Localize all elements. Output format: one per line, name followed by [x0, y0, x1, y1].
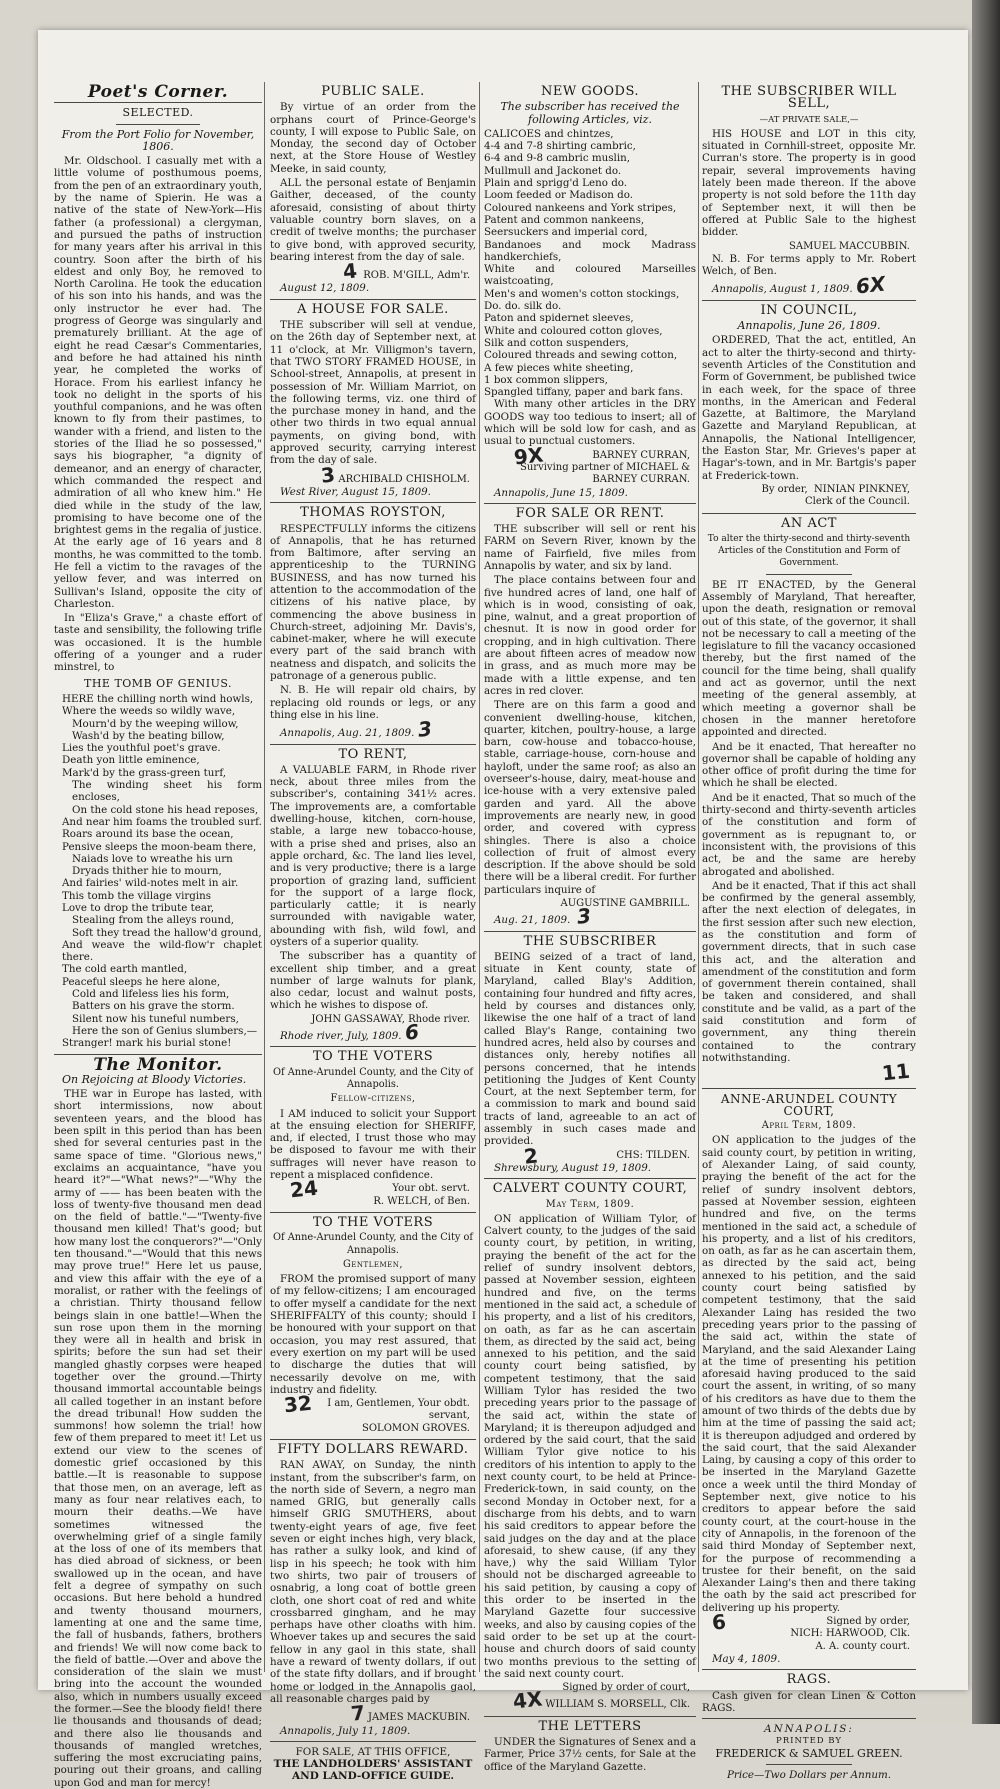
- calvert-subtitle: May Term, 1809.: [545, 1198, 635, 1210]
- poem-line: Dryads thither hie to mourn,: [72, 865, 222, 878]
- poem-line: Silent now his tuneful numbers,: [72, 1012, 239, 1025]
- act-title: AN ACT: [781, 515, 837, 531]
- calvert-close: Signed by order of court,: [562, 1682, 690, 1694]
- goods-item: Men's and women's cotton stockings,: [484, 287, 680, 300]
- poem-line: The cold earth mantled,: [62, 963, 188, 976]
- house-sale-title: A HOUSE FOR SALE.: [297, 301, 449, 317]
- anne-arundel-subtitle: April Term, 1809.: [761, 1120, 857, 1132]
- column-rule: [479, 82, 480, 1672]
- poem-line: Wash'd by the beating billow,: [72, 729, 225, 742]
- poem-line: This tomb the village virgins: [62, 889, 212, 902]
- sale-rent-text-3: There are on this farm a good and convenient dwelling-house, kitchen, quarter, kitchen, poultry-house, a large barn, cow-house and tobacco-house, stable, carriage-house, corn-house and hayloft, under the same roof; as also an overseer's-house, dairy, meat-house and ice-house with a very extensive paled garden and yard. All the above improvements are nearly new, in good order, and covered with cypress shingles. There is also a choice collection of fruit of almost every description. If the above should be sold there will be a liberal credit. For further particulars inquire of: [484, 699, 696, 896]
- voters-2-close: [270, 1390, 470, 1423]
- act-text-4: And be it enacted, That if this act shall be confirmed by the general assembly, after the next election of delegates, in the first session after such new election, as the constitution and form of government directs, that in such case this act, and the alteration and amendment of the constitution and form of government therein contained, shall be taken and considered, and shall constitute and be valid, as a part of the said constitution and form of government, any thing therein contained to the contrary notwithstanding.: [702, 879, 916, 1064]
- poem-line: Roars around its base the ocean,: [62, 828, 234, 841]
- goods-item: Paton and spidernet sleeves,: [484, 312, 634, 325]
- calvert-title: CALVERT COUNTY COURT,: [492, 1181, 688, 1197]
- handwritten-mark: 6X: [854, 271, 887, 299]
- divider: [484, 931, 696, 932]
- public-sale-date: August 12, 1809.: [280, 282, 370, 295]
- close-text: I am, Gentlemen, Your obdt. servant,: [327, 1398, 470, 1422]
- imprint-place: ANNAPOLIS:: [764, 1723, 854, 1736]
- royston-text: RESPECTFULLY informs the citizens of Annapolis, that he has returned from Baltimore, after serving an apprenticeship to the TURNING BUSINESS, and has now turned his attention to the accommodation of the citizens of his native place, by commencing the above business in Church-street, adjoining Mr. Davis's, cabinet-maker, where he will execute every part of the said branch with neatness and dispatch, and solicits the patronage of a generous public.: [270, 522, 476, 683]
- voters-1-subtitle: Of Anne-Arundel County, and the City of Annapolis.: [272, 1066, 474, 1090]
- goods-item: Coloured nankeens and York stripes,: [484, 201, 677, 214]
- new-goods-signature: [484, 442, 690, 470]
- poem-line: Cold and lifeless lies his form,: [72, 988, 230, 1001]
- date-text: Annapolis, Aug. 21, 1809.: [280, 727, 415, 740]
- poem-source: From the Port Folio for November, 1806.: [61, 127, 255, 153]
- goods-item: Mullmull and Jackonet do.: [484, 164, 622, 177]
- act-mark: [702, 1058, 912, 1086]
- poem-line: Soft they tread the hallow'd ground,: [72, 926, 262, 939]
- poem-line: Here the son of Genius slumbers,—: [72, 1024, 258, 1037]
- column-rule: [264, 82, 265, 1672]
- voters-2-subtitle: Of Anne-Arundel County, and the City of Annapolis.: [272, 1232, 474, 1256]
- date-text: Annapolis, August 1, 1809.: [712, 283, 853, 296]
- divider: [270, 1212, 476, 1213]
- poem-body: [54, 693, 262, 1050]
- goods-item: A few pieces white sheeting,: [484, 361, 634, 374]
- divider: [484, 1178, 696, 1179]
- goods-item: Spangled tiffany, paper and bark fans.: [484, 386, 684, 399]
- council-close: [702, 484, 910, 496]
- poem-line: Lies the youthful poet's grave.: [62, 742, 221, 755]
- goods-item: Seersuckers and imperial cord,: [484, 226, 648, 239]
- act-subtitle: To alter the thirty-second and thirty-seventh Articles of the Constitution and Form of Government.: [707, 533, 911, 569]
- divider: [484, 503, 696, 504]
- goods-item: Loom feeded or Madison do.: [484, 189, 634, 202]
- handwritten-mark: 7: [349, 1700, 366, 1726]
- royston-title: THOMAS ROYSTON,: [300, 505, 446, 521]
- column-2: [270, 82, 476, 1783]
- handwritten-mark: 4X: [511, 1686, 544, 1714]
- poem-line: Mourn'd by the weeping willow,: [72, 717, 239, 730]
- landholders-line-1: FOR SALE, AT THIS OFFICE,: [295, 1745, 451, 1758]
- divider: [270, 299, 476, 300]
- handwritten-mark: 24: [288, 1175, 320, 1203]
- anne-arundel-text: ON application to the judges of the said county court, by petition in writing, of Alexander Laing, of said county, praying the benefit of the act for the relief of sundry insolvent debtors, passed at November session, eighteen hundred and five, on the terms mentioned in the said act, a schedule of his property, and a list of his creditors, on oath, as far as he can ascertain them, as directed by the said act, being annexed to his petition, and the said county court being satisfied by competent testimony, that the said Alexander Laing has resided the two preceding years prior to the passing of the said act, within the state of Maryland, and the said Alexander Laing at the time of presenting his petition aforesaid having produced to the said court the assent, in writing, of so many of his creditors as have due to them the amount of two thirds of the debts due by him at the time of passing the said act; it is thereupon adjudged and ordered by the said court, that the said Alexander Laing, by causing a copy of this order to be inserted in the Maryland Gazette once a week until the third Monday of September next, give notice to his creditors to appear before the said county court, at the court-house in the city of Annapolis, in the forenoon of the said third Monday of September next, for the purpose of recommending a trustee for their benefit, on the said Alexander Laing's then and there taking the oath by the said act prescribed for delivering up his property.: [702, 1134, 916, 1614]
- council-text: ORDERED, That the act, entitled, An act to alter the thirty-second and thirty-seventh Articles of the Constitution and Form of Government, be published twice in each week, for the space of three months, in the American and Federal Gazette, at Baltimore, the Maryland Gazette and Maryland Republican, at Annapolis, the National Intelligencer, the Easton Star, Mr. Grieves's paper at Hagar's-town, and in Mr. Bartgis's paper at Frederick-town.: [702, 334, 916, 482]
- house-sale-date: West River, August 15, 1809.: [280, 485, 431, 498]
- subscriber-sell-nb: N. B. For terms apply to Mr. Robert Welch, of Ben.: [702, 252, 916, 278]
- monitor-title: The Monitor.: [93, 1054, 223, 1075]
- public-sale-text: By virtue of an order from the orphans court of Prince-George's county, I will expose to Public Sale, on Monday, the second day of October next, at the Store House of Westley Meeke, in said county,: [270, 101, 476, 175]
- subscriber-sell-date: [712, 271, 916, 299]
- divider: [766, 574, 852, 575]
- poem-line: And fairies' wild-notes melt in air.: [62, 877, 239, 890]
- goods-item: Silk and cotton suspenders,: [484, 336, 629, 349]
- voters-2-text: FROM the promised support of many of my fellow-citizens; I am encouraged to offer myself a candidate for the next SHERIFFALTY of this county; should I be honoured with your support on that occasion, you may rest assured, that every exertion on my part will be used to discharge the duties that will necessarily devolve on me, with industry and fidelity.: [270, 1273, 476, 1396]
- scan-edge: [972, 0, 1000, 1724]
- goods-item: White and coloured cotton gloves,: [484, 324, 663, 337]
- poem-line: The winding sheet his form encloses,: [72, 779, 262, 804]
- royston-nb: N. B. He will repair old chairs, by replacing old rounds or legs, or any thing else in his line.: [270, 684, 476, 721]
- handwritten-mark: 4: [341, 258, 359, 284]
- poem-line: And near him foams the troubled surf.: [62, 815, 262, 828]
- poem-line: Peaceful sleeps he here alone,: [62, 975, 221, 988]
- divider: [484, 1716, 696, 1717]
- act-text-3: And be it enacted, That so much of the thirty-second and thirty-seventh articles of the constitution and form of government as is repugnant to, or inconsistent with, the provisions of this act, be and the same are hereby abrogated and abolished.: [702, 791, 916, 878]
- monitor-text: THE war in Europe has lasted, with short intermissions, now about seventeen years, and the blood has been spilt in this period than has been shed for several centuries past in the same space of time. "Glorious news," exclaims an acquaintance, "have you heard it?"—"What news?"—"Why the army of —— has been beaten with the loss of twenty-five thousand men dead on the field of battle."—"Twenty-five thousand men killed! That's good; but how many lost the conquerors?"—"Only ten thousand."—"Would that this news may prove true!" Here let us pause, and view this affair with the eye of a moralist, or rather with the feelings of a christian. Thirty thousand fellow beings slain in one battle!—When the sun rose upon them in the morning they were all in health and brisk in spirits; before the sun had set their mangled ghastly corpses were heaped together over the ground.—Thirty thousand immortal accountable beings all called together in an instant before the dread tribunal! How sudden the summons! how solemn the trial! how few of them prepared to meet it! Let us extend our view to the scenes of domestic grief occasioned by this battle.—It is reasonable to suppose that those men, on an average, left as many as four near relatives each, to mourn their deaths.—We have sometimes witnessed the overwhelming grief of a single family at the loss of one of its members that has died abroad of sickness, or been swallowed up in the ocean, and have felt a degree of sympathy on such occasions. But here behold a hundred and twenty thousand mourners, lamenting at one and the same time, the fall of husbands, fathers, brothers and friends! We will now come back to the field of battle.—Over and above the consideration of the slain we must bring into the account the wounded also, which in numbers usually exceed the former.—See the bloody field! there lie thousands and thousands of dead; and there also lie thousands and thousands of mangled wretches, suffering the most excruciating pains, pouring out their groans, and calling upon God and man for mercy!: [54, 1088, 262, 1789]
- voters-2-greeting: Gentlemen,: [342, 1258, 403, 1270]
- sale-rent-title: FOR SALE OR RENT.: [515, 505, 665, 521]
- divider: [702, 1669, 916, 1670]
- poem-line: HERE the chilling north wind howls,: [62, 692, 254, 705]
- divider: [702, 513, 916, 514]
- poets-corner-title: Poet's Corner.: [87, 82, 229, 102]
- letters-text: UNDER the Signatures of Senex and a Farmer, Price 37½ cents, for Sale at the office of the Maryland Gazette.: [484, 1736, 696, 1773]
- sale-rent-text-2: The place contains between four and five hundred acres of land, one half of which is in wood, consisting of oak, pine, walnut, and a great proportion of chesnut. It is now in good order for cropping, and in high cultivation. There are about fifteen acres of meadow now in grass, and as much more may be made with a little expense, and ten acres in red clover.: [484, 574, 696, 697]
- goods-item: 1 box common slippers,: [484, 373, 608, 386]
- goods-item: CALICOES and chintzes,: [484, 127, 614, 140]
- landholders-line-2: THE LANDHOLDERS' ASSISTANT AND LAND-OFFICE GUIDE.: [273, 1758, 473, 1783]
- handwritten-mark: 32: [282, 1390, 314, 1418]
- imprint-printed: PRINTED BY: [775, 1736, 842, 1747]
- goods-item: 4-4 and 7-8 shirting cambric,: [484, 140, 636, 153]
- goods-item: Plain and sprigg'd Leno do.: [484, 177, 628, 190]
- rags-text: Cash given for clean Linen & Cotton RAGS.: [702, 1689, 916, 1714]
- divider: [270, 1046, 476, 1047]
- divider: [116, 124, 199, 125]
- reward-title: FIFTY DOLLARS REWARD.: [277, 1441, 469, 1457]
- calvert-text: ON application of William Tylor, of Calvert county, to the judges of the said county court, by petition, in writing, praying the benefit of the act for the relief of sundry insolvent debtors, passed at November session, eighteen hundred and five, on the terms mentioned in the said act, a schedule of his property, and a list of his creditors, on oath, as far as he can ascertain them, as directed by the said act, being annexed to his petition, and the said county court being satisfied, by competent testimony, that the said William Tylor has resided the two preceding years prior to the passage of the said act, within the state of Maryland; it is thereupon adjudged and ordered by the said court, that the said William Tylor give notice to his creditors of his intention to apply to the next county court, to be held at Prince-Frederick-town, in said county, on the second Monday in October next, for a discharge from his debts, and to warn his said creditors to appear before the said judges on the day and at the place aforesaid, to shew cause, (if any they have,) why the said William Tylor should not be discharged agreeable to his said petition, by causing a copy of this order to be inserted in the Maryland Gazette four successive weeks, and also by causing copies of the said order to be set up at the court-house and church doors of said county two months previous to the setting of the said next county court.: [484, 1212, 696, 1680]
- signature-name: JAMES MACKUBIN.: [367, 1712, 470, 1724]
- voters-2-signature: SOLOMON GROVES.: [362, 1422, 470, 1434]
- new-goods-text: With many other articles in the DRY GOODS way too tedious to insert; all of which will be sold low for cash, and as usual to punctual customers.: [484, 398, 696, 448]
- handwritten-mark: 2: [522, 1142, 540, 1169]
- column-4: [702, 82, 916, 1781]
- goods-item: Do. do. silk do.: [484, 300, 562, 313]
- signature-name: NINIAN PINKNEY,: [814, 483, 910, 495]
- subscriber-date: Shrewsbury, August 19, 1809.: [494, 1161, 652, 1174]
- handwritten-mark: 6: [403, 1019, 420, 1045]
- handwritten-mark: 3: [416, 716, 433, 742]
- council-subtitle: Annapolis, June 26, 1809.: [737, 319, 881, 333]
- letters-title: THE LETTERS: [538, 1718, 642, 1734]
- divider: [702, 1088, 916, 1089]
- poem-line: Pensive sleeps the moon-beam there,: [62, 840, 257, 853]
- poem-line: Stranger! mark his burial stone!: [62, 1037, 232, 1050]
- anne-arundel-signature-2: A. A. county court.: [815, 1640, 910, 1652]
- imprint-price: Price—Two Dollars per Annum.: [727, 1769, 891, 1781]
- public-sale-signature: [270, 258, 470, 284]
- act-text-2: And be it enacted, That hereafter no governor shall be capable of holding any other office of profit during the time for which he shall be elected.: [702, 740, 916, 790]
- anne-arundel-title: ANNE-ARUNDEL COUNTY COURT,: [720, 1091, 898, 1118]
- divider: [270, 1741, 476, 1742]
- poem-line: Where the weeds so wildly wave,: [62, 705, 236, 718]
- newspaper-sheet: [38, 30, 968, 1789]
- monitor-subtitle: On Rejoicing at Bloody Victories.: [62, 1072, 247, 1086]
- poem-line: Mark'd by the grass-green turf,: [62, 766, 227, 779]
- to-rent-text-2: The subscriber has a quantity of excellent ship timber, and a great number of large walnuts for plank, also cedar, locust and walnut posts, which he wishes to dispose of.: [270, 950, 476, 1012]
- handwritten-mark: 3: [320, 461, 337, 488]
- divider: [54, 102, 262, 103]
- voters-2-title: TO THE VOTERS: [312, 1214, 434, 1230]
- signature-name: CHS: TILDEN.: [616, 1149, 690, 1161]
- goods-list: [484, 128, 696, 399]
- house-sale-signature: [270, 461, 470, 488]
- poem-intro-2: In "Eliza's Grave," a chaste effort of taste and sensibility, the following trifle was occasioned. It is the humble offering of a younger and a ruder minstrel, to: [54, 612, 262, 674]
- divider: [270, 744, 476, 745]
- rags-title: RAGS.: [786, 1672, 832, 1688]
- reward-text: RAN AWAY, on Sunday, the ninth instant, from the subscriber's farm, on the north side of Severn, a negro man named GRIG, but generally calls himself GRIG SMUTHERS, about twenty-eight years of age, five feet seven or eight inches high, very black, has rather a sulky look, and kind of lisp in his speech; he took with him two shirts, two pair of trousers of osnabrig, a long coat of bottle green cloth, one short coat of red and white crossbarred gingham, and he may perhaps have other cloaths with him. Whoever takes up and secures the said fellow in any gaol in this state, shall have a reward of twenty dollars, if out of the state fifty dollars, and if brought home or lodged in the Annapolis gaol, all reasonable charges paid by: [270, 1459, 476, 1705]
- subscriber-sell-title: THE SUBSCRIBER WILL SELL,: [721, 84, 897, 112]
- imprint-names: FREDERICK & SAMUEL GREEN.: [715, 1746, 903, 1760]
- sale-rent-signature: AUGUSTINE GAMBRILL.: [560, 898, 690, 909]
- divider: [702, 1718, 916, 1719]
- poem-line: Love to drop the tribute tear,: [62, 902, 215, 914]
- goods-item: Patent and common nankeens,: [484, 213, 645, 226]
- public-sale-text-2: ALL the personal estate of Benjamin Gaither, deceased, of the county aforesaid, consisting of about thirty valuable country born slaves, on a credit of twelve months; the purchaser to give bond, with approved security, bearing interest from the day of sale.: [270, 177, 476, 263]
- signature-name: ARCHIBALD CHISHOLM.: [338, 473, 470, 485]
- act-text: BE IT ENACTED, by the General Assembly of Maryland, That hereafter, upon the death, resignation or removal out of this state, of the governor, it shall not be necessary to call a meeting of the legislature to fill the vacancy occasioned thereby, but the first named of the council for the time being, shall qualify and act as governor, until the next meeting of the general assembly, at which meeting a governor shall be chosen in the manner heretofore appointed and directed.: [702, 578, 916, 739]
- to-rent-signature: JOHN GASSAWAY, Rhode river.: [311, 1013, 470, 1025]
- anne-arundel-signature: NICH: HARWOOD, Clk.: [790, 1628, 910, 1640]
- divider: [270, 502, 476, 503]
- divider: [702, 300, 916, 301]
- voters-1-signature: R. WELCH, of Ben.: [373, 1195, 470, 1207]
- poem-line: Naiads love to wreathe his urn: [72, 852, 233, 865]
- date-text: Aug. 21, 1809.: [494, 914, 571, 927]
- goods-item: White and coloured Marseilles waistcoating,: [484, 263, 696, 288]
- public-sale-title: PUBLIC SALE.: [321, 84, 425, 99]
- divider: [766, 1764, 852, 1765]
- poem-title: THE TOMB OF GENIUS.: [84, 676, 232, 690]
- new-goods-date: Annapolis, June 15, 1809.: [494, 486, 628, 499]
- poem-line: Death yon little eminence,: [62, 754, 200, 767]
- handwritten-mark: 6: [710, 1609, 728, 1635]
- voters-1-greeting: Fellow-citizens,: [330, 1093, 416, 1105]
- royston-date: [280, 716, 476, 742]
- sale-rent-text: THE subscriber will sell or rent his FARM on Severn River, known by the name of Fairfield, five miles from Annapolis by water, and six by land.: [484, 523, 696, 572]
- poem-line: Batters on his grave the storm.: [72, 1000, 235, 1013]
- column-1: [54, 82, 262, 1789]
- anne-arundel-date: May 4, 1809.: [712, 1652, 781, 1665]
- voters-1-text: I AM induced to solicit your Support at the ensuing election for SHERIFF, and, if elected, I trust those who may be disposed to favour me with their suffrages will never have reason to repent a misplaced confidence.: [270, 1107, 476, 1182]
- subscriber-sell-subtitle: —AT PRIVATE SALE,—: [759, 114, 859, 125]
- goods-item: Bandanoes and mock Madrass handkerchiefs,: [484, 238, 696, 263]
- new-goods-intro: The subscriber has received the following Articles, viz.: [500, 100, 680, 126]
- subscriber-text: BEING seized of a tract of land, situate in Kent county, state of Maryland, called Blay's Addition, containing four hundred and fifty acres, held by courses and distances only, likewise the one half of a tract of land called Blay's Range, containing two hundred acres, held also by courses and distances only, hereby notifies all persons concerned, that he intends petitioning the Judges of Kent County Court, at the next September term, for a commission to mark and bound said tracts of land, agreeable to an act of assembly in such cases made and provided.: [484, 950, 696, 1148]
- new-goods-title: NEW GOODS.: [540, 84, 640, 99]
- subscriber-title: THE SUBSCRIBER: [523, 933, 657, 949]
- poem-line: Stealing from the alleys round,: [72, 914, 235, 927]
- reward-date: Annapolis, July 11, 1809.: [280, 1724, 411, 1737]
- signature-name: WILLIAM S. MORSELL, Clk.: [545, 1699, 690, 1711]
- handwritten-mark: 3: [575, 903, 593, 929]
- goods-item: 6-4 and 9-8 cambric muslin,: [484, 152, 631, 165]
- signature-name: ROB. M'GILL, Adm'r.: [363, 270, 470, 282]
- column-3: [484, 82, 696, 1773]
- subscriber-sell-signature: SAMUEL MACCUBBIN.: [789, 240, 910, 252]
- handwritten-mark: 9X: [512, 442, 545, 470]
- close-text: By order,: [761, 483, 808, 495]
- to-rent-text: A VALUABLE FARM, in Rhode river neck, about three miles from the subscriber's, containing 341½ acres. The improvements are, a comfortable dwelling-house, kitchen, corn-house, stable, a large new tobacco-house, with a prise shed and prises, also an apple orchard, &c. The land lies level, and is very productive; there is a large proportion of grazing land, sufficient for the support of a large flock, particularly cattle; it is nearly surrounded with navigable water, abounding with fish, wild fowl, and oysters of a superior quality.: [270, 763, 476, 948]
- close-text: Your obt. servt.: [392, 1183, 470, 1195]
- council-title: IN COUNCIL,: [760, 302, 858, 318]
- divider: [270, 1439, 476, 1440]
- to-rent-title: TO RENT,: [338, 746, 408, 762]
- poem-line: On the cold stone his head reposes,: [72, 803, 259, 816]
- handwritten-mark: 11: [880, 1058, 912, 1086]
- house-sale-text: THE subscriber will sell at vendue, on the 26th day of September next, at 11 o'clock, at Mr. Villigmon's tavern, that TWO STORY FRAMED HOUSE, in School-street, Annapolis, at present in possession of Mr. William Marriot, on the following terms, viz. one third of the purchase money in hand, and the other two thirds in two equal annual payments, on giving bond, with approved security, carrying interest from the day of sale.: [270, 319, 476, 467]
- poem-line: And weave the wild-flow'r chaplet there.: [62, 938, 262, 964]
- selected-label: SELECTED.: [122, 106, 194, 120]
- new-goods-signature-2: Surviving partner of MICHAEL & BARNEY CURRAN.: [520, 461, 690, 486]
- date-text: Rhode river, July, 1809.: [280, 1030, 402, 1043]
- poem-intro: Mr. Oldschool. I casually met with a little volume of posthumous poems, from the pen of an extraordinary youth, by the name of Spierin. He was a native of the state of New-York—His father (a professional) a clergyman, and pursued the paths of instruction for many years after his arrival in this country. Soon after the birth of his eldest and only Boy, he removed to North Carolina. He took the education of his son into his hands, and was the only instructor he ever had. The progress of George was singularly and prematurely brilliant. At the age of eight he read Cæsar's Commentaries, and before he had attained his ninth year, he completed the works of Horace. From his earliest infancy he took no delight in the sports of his youthful companions, and he was often known to fly from their pastimes, to wander with a friend, and listen to the stories of the Iliad he so possessed," says his biographer, "a dignity of demeanor, and an energy of character, which commanded the respect and admiration of all who knew him." He died while in the study of the law, promising to have become one of the brightest gems in the regalia of justice. At the early age of 16 years and 8 months, he was committed to the tomb. He fell a victim to the ravages of the yellow fever, and was interred on Sullivan's Island, opposite the city of Charleston.: [54, 155, 262, 610]
- council-signature-2: Clerk of the Council.: [805, 496, 910, 508]
- column-rule: [698, 82, 699, 1672]
- reward-signature: [270, 1700, 470, 1726]
- goods-item: Coloured threads and sewing cotton,: [484, 349, 678, 362]
- signature-name: BARNEY CURRAN,: [592, 449, 690, 461]
- voters-1-title: TO THE VOTERS: [312, 1049, 434, 1065]
- subscriber-sell-text: HIS HOUSE and LOT in this city, situated in Cornhill-street, opposite Mr. Curran's store. The property is in good repair, several improvements having lately been made thereon. If the above property is not sold before the 11th day of September next, it will then be offered at Public Sale to the highest bidder.: [702, 127, 916, 239]
- close-text: Signed by order,: [826, 1616, 910, 1628]
